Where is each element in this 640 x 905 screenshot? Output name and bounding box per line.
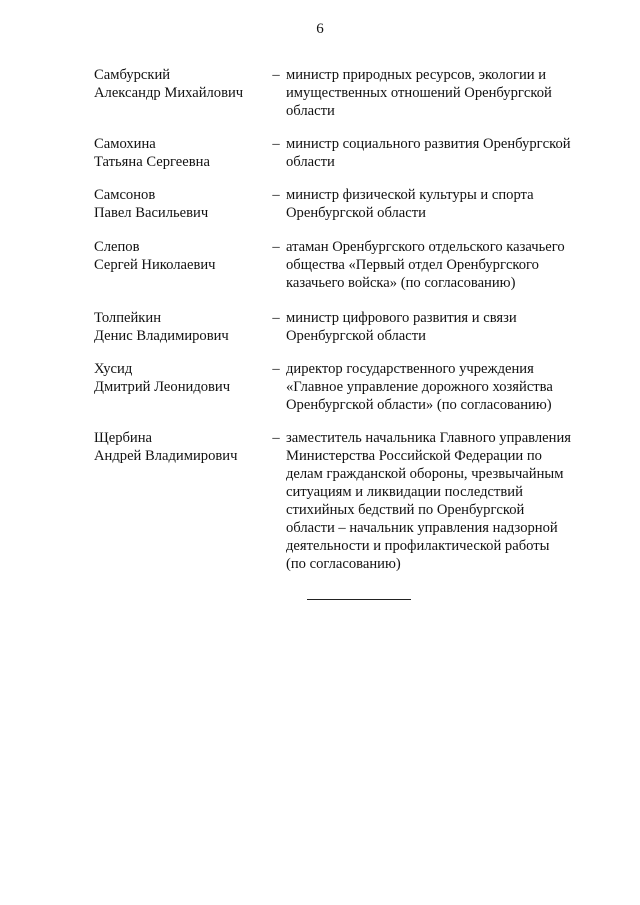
surname: Щербина (94, 430, 153, 446)
person-name (94, 238, 264, 292)
dash-separator: – (272, 239, 280, 255)
position-line: Оренбургской области» (по согласованию) (286, 397, 552, 413)
given-names: Татьяна Сергеевна (94, 154, 210, 170)
member-entry (94, 66, 594, 120)
position-description (286, 135, 582, 171)
position-line: делам гражданской обороны, чрезвычайным (286, 466, 564, 482)
dash-separator: – (272, 430, 280, 446)
position-line: области – начальник управления надзорной (286, 520, 558, 536)
position-line: (по согласованию) (286, 556, 401, 572)
position-line: Министерства Российской Федерации по (286, 448, 542, 464)
person-name (94, 309, 264, 345)
position-description (286, 429, 582, 573)
given-names: Сергей Николаевич (94, 257, 216, 273)
person-name (94, 66, 264, 120)
position-line: имущественных отношений Оренбургской (286, 85, 552, 101)
given-names: Дмитрий Леонидович (94, 379, 231, 395)
position-line: Оренбургской области (286, 328, 426, 344)
position-description (286, 309, 582, 345)
dash-separator: – (272, 310, 280, 326)
dash-separator: – (272, 187, 280, 203)
surname: Хусид (94, 361, 133, 377)
surname: Слепов (94, 239, 140, 255)
position-line: стихийных бедствий по Оренбургской (286, 502, 525, 518)
given-names: Павел Васильевич (94, 205, 209, 221)
page-number: 6 (316, 21, 324, 37)
position-line: ситуациям и ликвидации последствий (286, 484, 523, 500)
given-names: Александр Михайлович (94, 85, 244, 101)
surname: Самбурский (94, 67, 171, 83)
dash-separator: – (272, 361, 280, 377)
position-line: министр социального развития Оренбургской (286, 136, 571, 152)
position-line: министр физической культуры и спорта (286, 187, 534, 203)
person-name (94, 135, 264, 171)
position-line: «Главное управление дорожного хозяйства (286, 379, 553, 395)
given-names: Денис Владимирович (94, 328, 229, 344)
position-line: министр природных ресурсов, экологии и (286, 67, 547, 83)
position-description (286, 238, 582, 292)
position-line: министр цифрового развития и связи (286, 310, 517, 326)
position-description (286, 186, 582, 222)
position-line: директор государственного учреждения (286, 361, 534, 377)
position-line: атаман Оренбургского отдельского казачьего (286, 239, 565, 255)
surname: Самохина (94, 136, 156, 152)
person-name (94, 360, 264, 414)
surname: Толпейкин (94, 310, 162, 326)
position-line: общества «Первый отдел Оренбургского (286, 257, 539, 273)
person-name (94, 186, 264, 222)
position-line: заместитель начальника Главного управления (286, 430, 571, 446)
closing-divider (307, 599, 411, 600)
position-line: области (286, 154, 335, 170)
position-description (286, 66, 582, 120)
member-entry (94, 238, 594, 292)
given-names: Андрей Владимирович (94, 448, 238, 464)
member-entry (94, 429, 594, 573)
member-entry (94, 360, 594, 414)
position-line: деятельности и профилактической работы (286, 538, 550, 554)
member-entry (94, 135, 594, 171)
position-line: Оренбургской области (286, 205, 426, 221)
dash-separator: – (272, 136, 280, 152)
member-entry (94, 186, 594, 222)
member-entry (94, 309, 594, 345)
position-line: казачьего войска» (по согласованию) (286, 275, 516, 291)
dash-separator: – (272, 67, 280, 83)
position-description (286, 360, 582, 414)
position-line: области (286, 103, 335, 119)
surname: Самсонов (94, 187, 156, 203)
person-name (94, 429, 264, 573)
